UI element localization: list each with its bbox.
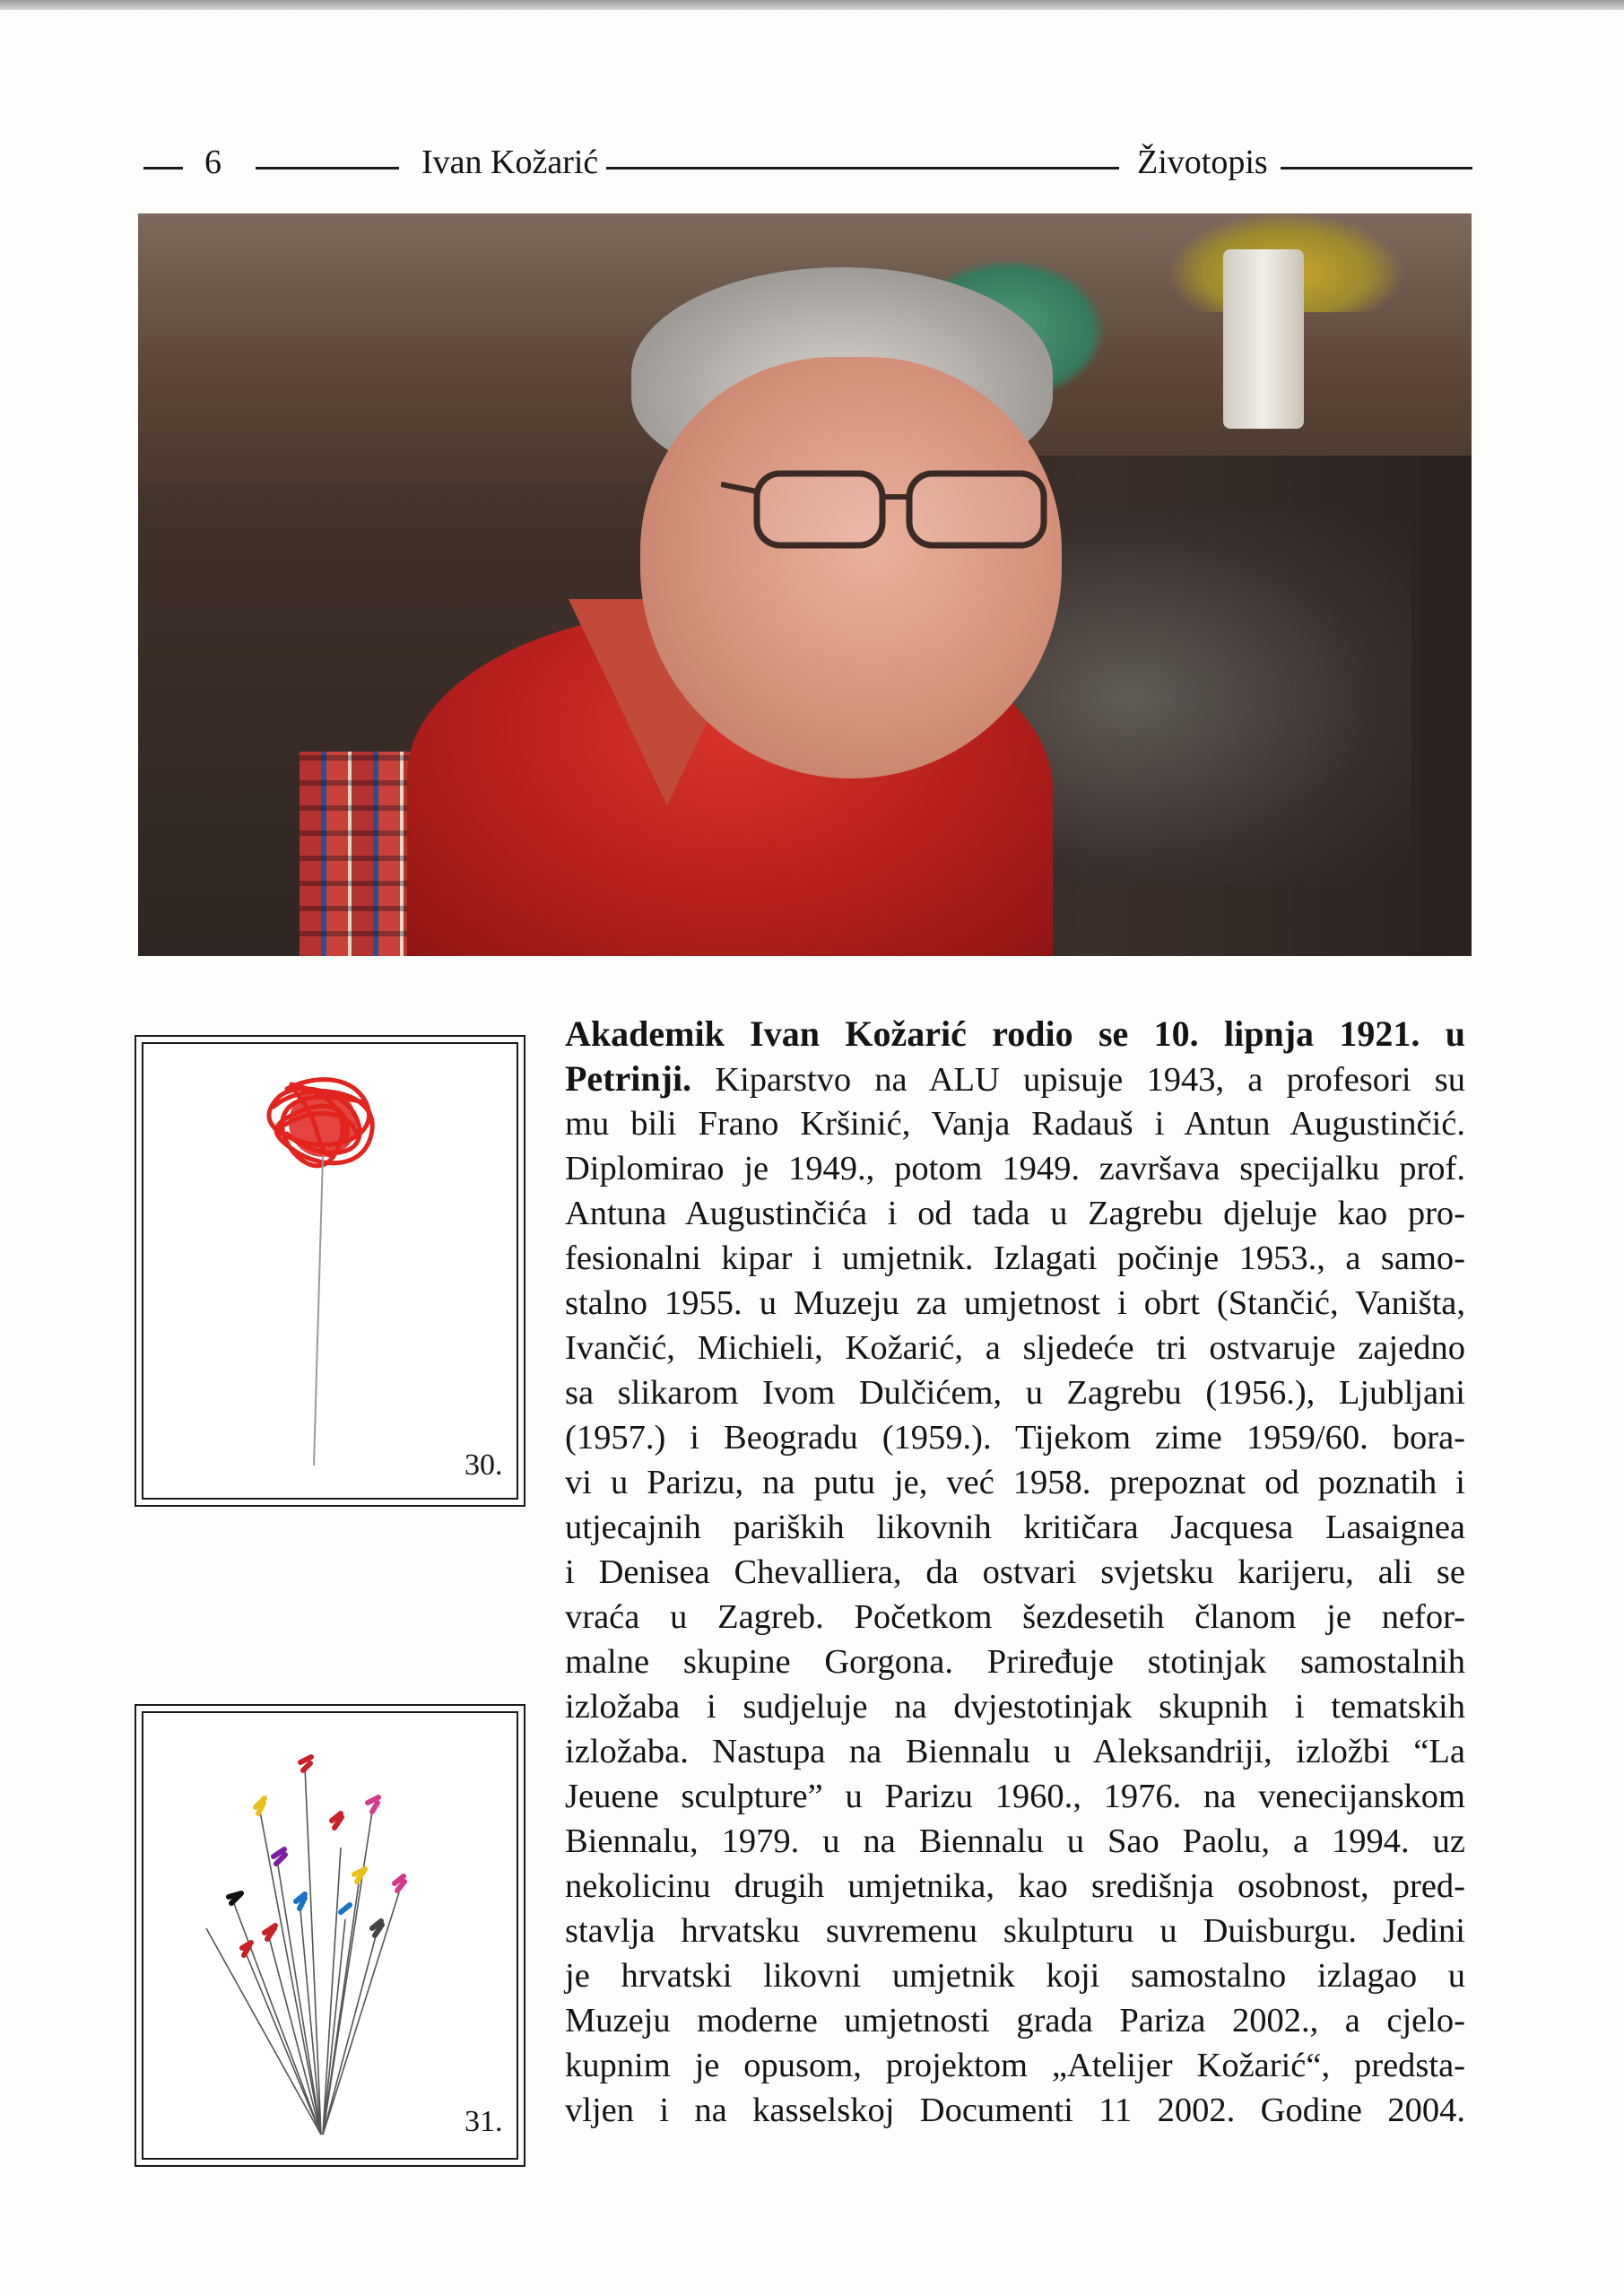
- text-line-15: malne skupine Gorgona. Priređuje stotinjak samostalnih: [565, 1643, 1465, 1681]
- text-line-7: stalno 1955. u Muzeju za umjetnost i obrt (Stančić, Vaništa,: [565, 1284, 1465, 1322]
- running-header-section: Životopis: [1137, 144, 1268, 181]
- text-line-23: Muzeju moderne umjetnosti grada Pariza 2002., a cjelo-: [565, 2002, 1465, 2039]
- page-number: 6: [204, 144, 221, 181]
- text-line-9: sa slikarom Ivom Dulčićem, u Zagrebu (1956.), Ljubljani: [565, 1374, 1465, 1412]
- figure-30-number: 30.: [465, 1448, 503, 1482]
- red-flower-drawing: [143, 1044, 517, 1498]
- text-line-1: Akademik Ivan Kožarić rodio se 10. lipnja 1921. u: [565, 1013, 1465, 1054]
- biography-text: [565, 1012, 1465, 2133]
- header-rule-left: [143, 167, 183, 170]
- text-line-20: nekolicinu drugih umjetnika, kao središnja osobnost, pred-: [565, 1867, 1465, 1905]
- flower-head: [289, 1089, 357, 1157]
- text-line-6: fesionalni kipar i umjetnik. Izlagati počinje 1953., a samo-: [565, 1239, 1465, 1277]
- portrait-photo: [138, 213, 1472, 956]
- text-line-3: mu bili Frano Kršinić, Vanja Radauš i Antun Augustinčić.: [565, 1105, 1465, 1143]
- text-line-16: izložaba i sudjeluje na dvjestotinjak skupnih i tematskih: [565, 1688, 1465, 1726]
- text-line-11: vi u Parizu, na putu je, već 1958. prepoznat od poznatih i: [565, 1464, 1465, 1501]
- running-header-author: Ivan Kožarić: [421, 144, 599, 181]
- flower-bouquet-drawing: [143, 1713, 517, 2158]
- text-line-25: vljen i na kasselskoj Documenti 11 2002. Godine 2004.: [565, 2092, 1465, 2129]
- text-line-2-bold: Petrinji.: [565, 1058, 692, 1099]
- figure-30-image: [142, 1042, 518, 1500]
- text-line-14: vraća u Zagreb. Početkom šezdesetih članom je nefor-: [565, 1598, 1465, 1636]
- text-line-18: Jeuene sculpture” u Parizu 1960., 1976. na venecijanskom: [565, 1778, 1465, 1815]
- text-line-24: kupnim je opusom, projektom „Atelijer Kožarić“, predsta-: [565, 2047, 1465, 2084]
- text-line-13: i Denisea Chevalliera, da ostvari svjetsku karijeru, ali se: [565, 1553, 1465, 1591]
- photo-eyeglasses: [721, 457, 1062, 556]
- page-top-shadow: [0, 0, 1624, 10]
- header-rule-mid-left: [256, 167, 399, 170]
- photo-vase: [1223, 249, 1304, 429]
- text-line-12: utjecajnih pariških likovnih kritičara Jacquesa Lasaignea: [565, 1509, 1465, 1546]
- flower-stem: [314, 1156, 323, 1465]
- figure-31-frame: [135, 1704, 525, 2167]
- figure-31-number: 31.: [465, 2105, 503, 2138]
- text-line-21: stavlja hrvatsku suvremenu skulpturu u Duisburgu. Jedini: [565, 1912, 1465, 1950]
- text-line-10: (1957.) i Beogradu (1959.). Tijekom zime 1959/60. bora-: [565, 1419, 1465, 1457]
- text-line-2: [565, 1057, 1465, 1101]
- text-line-4: Diplomirao je 1949., potom 1949. završava specijalku prof.: [565, 1150, 1465, 1187]
- text-line-5: Antuna Augustinčića i od tada u Zagrebu djeluje kao pro-: [565, 1195, 1465, 1232]
- figure-30-frame: [135, 1035, 525, 1507]
- header-rule-mid: [606, 167, 1119, 170]
- photo-face: [640, 357, 1062, 778]
- text-line-8: Ivančić, Michieli, Kožarić, a sljedeće tri ostvaruje zajedno: [565, 1329, 1465, 1367]
- text-line-17: izložaba. Nastupa na Biennalu u Aleksandriji, izložbi “La: [565, 1733, 1465, 1770]
- text-line-2-rest: Kiparstvo na ALU upisuje 1943, a profesori su: [715, 1061, 1465, 1099]
- text-line-19: Biennalu, 1979. u na Biennalu u Sao Paolu, a 1994. uz: [565, 1822, 1465, 1860]
- text-line-22: je hrvatski likovni umjetnik koji samostalno izlagao u: [565, 1957, 1465, 1995]
- header-rule-right: [1281, 167, 1472, 170]
- figure-31-image: [142, 1711, 518, 2160]
